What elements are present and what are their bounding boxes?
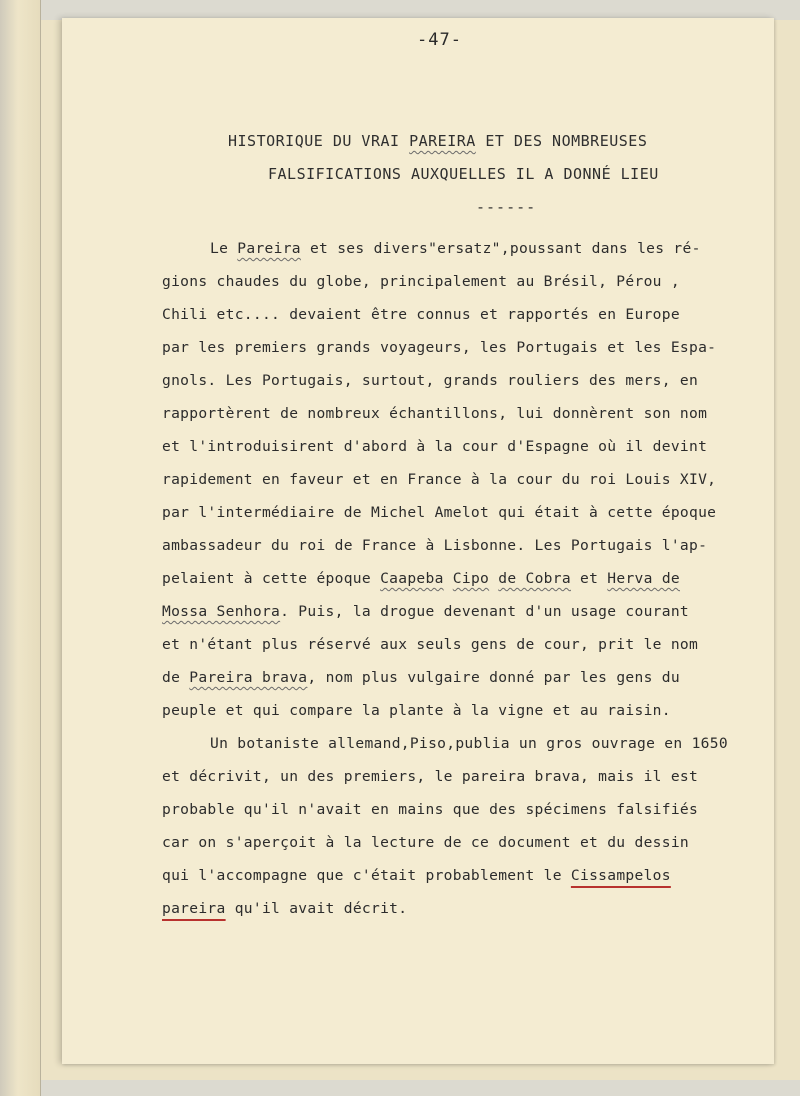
underlined-term: pareira <box>162 900 226 917</box>
text-line: par l'intermédiaire de Michel Amelot qui était à cette époque <box>162 504 717 521</box>
text-line <box>162 570 680 587</box>
text-span: qu'il avait décrit. <box>225 900 408 917</box>
underlined-term: Cipo <box>452 570 490 587</box>
underlined-term: Mossa Senhora <box>162 603 281 620</box>
text-span <box>489 570 498 587</box>
text-line: car on s'aperçoit à la lecture de ce document et du dessin <box>162 834 689 851</box>
text-line <box>210 240 701 257</box>
underlined-term: Pareira <box>237 240 301 257</box>
text-span: qui l'accompagne que c'était probablement le <box>162 867 571 884</box>
underlined-term: de Cobra <box>498 570 571 587</box>
title-underlined-term: PAREIRA <box>409 132 476 150</box>
binding-edge <box>0 0 41 1096</box>
text-line: et n'étant plus réservé aux seuls gens de cour, prit le nom <box>162 636 699 653</box>
text-span: pelaient à cette époque <box>162 570 381 587</box>
underlined-term: Cissampelos <box>570 867 671 884</box>
text-span: Le <box>210 240 238 257</box>
text-line: et l'introduisirent d'abord à la cour d'Espagne où il devint <box>162 438 708 455</box>
text-line: rapidement en faveur et en France à la cour du roi Louis XIV, <box>162 471 717 488</box>
underlined-term: Pareira brava <box>189 669 308 686</box>
text-line: par les premiers grands voyageurs, les Portugais et les Espa- <box>162 339 717 356</box>
text-line <box>162 867 671 884</box>
title-separator: ------ <box>476 198 537 216</box>
text-span: . Puis, la drogue devenant d'un usage courant <box>280 603 690 620</box>
text-line <box>162 603 689 620</box>
title-text: HISTORIQUE DU VRAI <box>228 132 410 150</box>
text-line: et décrivit, un des premiers, le pareira brava, mais il est <box>162 768 699 785</box>
text-line: gnols. Les Portugais, surtout, grands rouliers des mers, en <box>162 372 699 389</box>
text-line: Chili etc.... devaient être connus et rapportés en Europe <box>162 306 680 323</box>
text-span: , nom plus vulgaire donné par les gens du <box>307 669 680 686</box>
text-line: probable qu'il n'avait en mains que des spécimens falsifiés <box>162 801 699 818</box>
title-text: ET DES NOMBREUSES <box>475 132 648 150</box>
title-line-2: FALSIFICATIONS AUXQUELLES IL A DONNÉ LIEU <box>268 165 659 183</box>
text-line: rapportèrent de nombreux échantillons, lui donnèrent son nom <box>162 405 708 422</box>
text-span: et <box>570 570 608 587</box>
text-span: et ses divers"ersatz",poussant dans les ré- <box>300 240 701 257</box>
page-number: -47- <box>417 30 462 50</box>
text-span: de <box>162 669 190 686</box>
text-line <box>162 669 680 686</box>
text-span <box>444 570 453 587</box>
text-line: Un botaniste allemand,Piso,publia un gros ouvrage en 1650 <box>210 735 728 752</box>
text-line: peuple et qui compare la plante à la vigne et au raisin. <box>162 702 671 719</box>
text-line: gions chaudes du globe, principalement au Brésil, Pérou , <box>162 273 680 290</box>
text-line <box>162 900 407 917</box>
title-line-1 <box>228 132 647 150</box>
underlined-term: Herva de <box>607 570 680 587</box>
text-line: ambassadeur du roi de France à Lisbonne. Les Portugais l'ap- <box>162 537 708 554</box>
underlined-term: Caapeba <box>380 570 444 587</box>
